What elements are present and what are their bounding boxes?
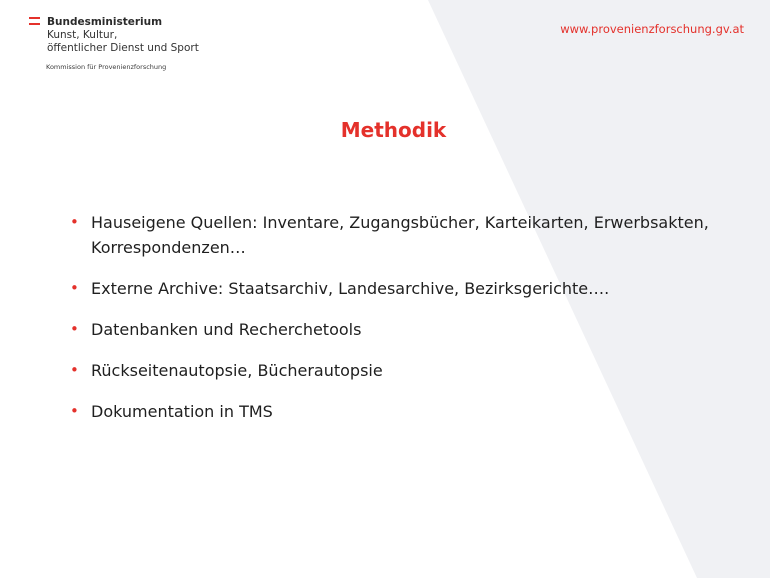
bullet-text: Dokumentation in TMS (91, 402, 273, 421)
bullet-icon: • (70, 279, 79, 297)
bullet-text: Datenbanken und Recherchetools (91, 320, 362, 339)
ministry-line-2: öffentlicher Dienst und Sport (47, 42, 199, 54)
ministry-name (47, 16, 199, 55)
bullet-icon: • (70, 213, 79, 231)
ministry-line-1: Kunst, Kultur, (47, 29, 118, 41)
bullet-icon: • (70, 361, 79, 379)
bullet-item (70, 276, 710, 301)
bullet-list (70, 210, 710, 440)
bullet-icon: • (70, 402, 79, 420)
bullet-text: Rückseitenautopsie, Bücherautopsie (91, 361, 383, 380)
bullet-item (70, 399, 710, 424)
bullet-item (70, 317, 710, 342)
ministry-title: Bundesministerium (47, 16, 163, 28)
bullet-text: Externe Archive: Staatsarchiv, Landesarchive, Bezirksgerichte…. (91, 279, 610, 298)
website-url: www.provenienzforschung.gv.at (560, 22, 744, 36)
slide-title: Methodik (340, 118, 447, 142)
bullet-item (70, 210, 710, 260)
bullet-text: Hauseigene Quellen: Inventare, Zugangsbücher, Karteikarten, Erwerbsakten, Korrespondenzen… (91, 213, 709, 257)
austrian-flag-icon (29, 17, 40, 25)
bullet-item (70, 358, 710, 383)
commission-name: Kommission für Provenienzforschung (46, 63, 167, 71)
bullet-icon: • (70, 320, 79, 338)
